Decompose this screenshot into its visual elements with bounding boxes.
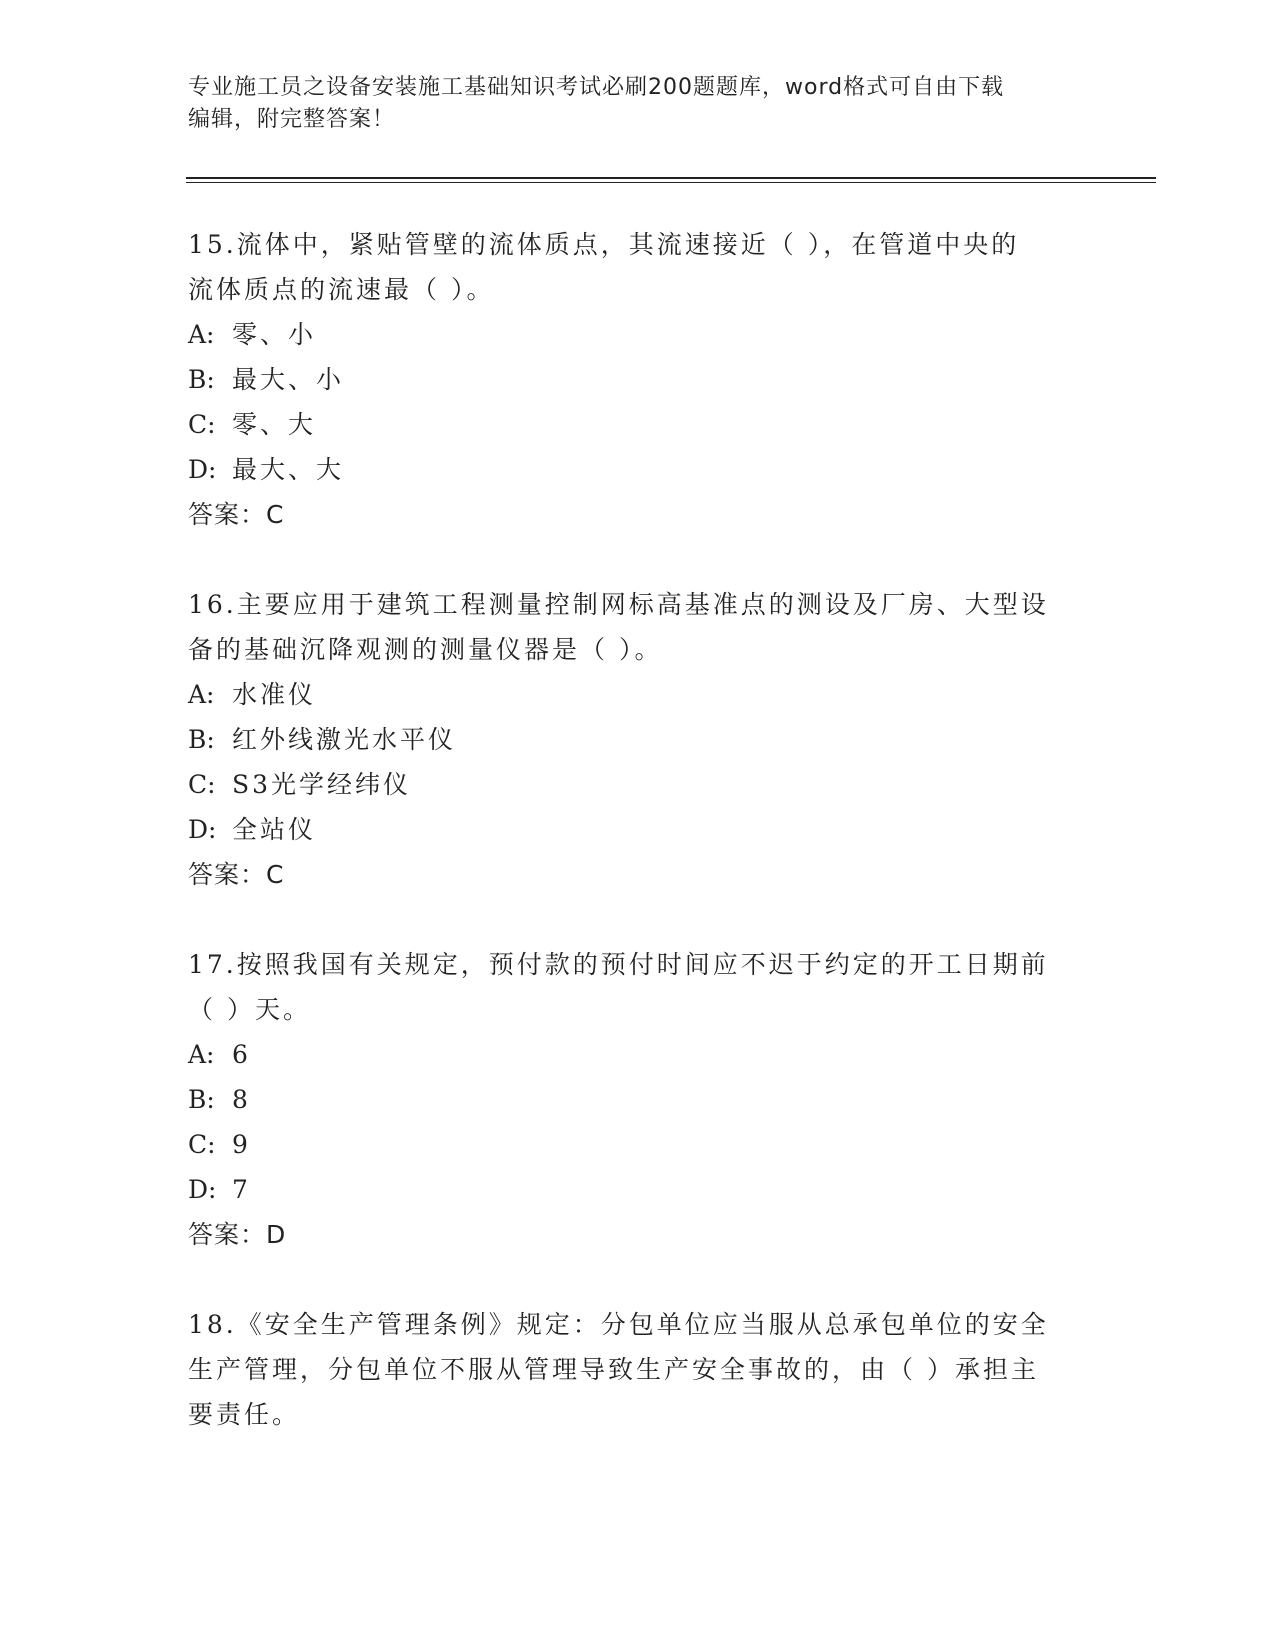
option-a [188,312,1068,357]
option-c [188,762,1068,807]
option-letter: B: [188,365,215,394]
question-stem-line: 要责任。 [188,1400,301,1429]
header-title-line-2: 编辑，附完整答案！ [188,107,396,132]
option-text: 最大、大 [232,455,345,484]
option-text: 8 [232,1085,251,1114]
header-title-line-1: 专业施工员之设备安装施工基础知识考试必刷200题题库，word格式可自由下载 [188,75,1005,100]
answer-line: 答案：D [188,1220,287,1249]
question-17 [188,942,1068,1257]
option-b [188,357,1068,402]
option-letter: C: [188,1130,216,1159]
question-stem-line: （ ）天。 [188,995,311,1024]
option-c [188,1122,1068,1167]
option-c [188,402,1068,447]
option-text: 9 [232,1130,251,1159]
option-text: 零、小 [232,320,317,349]
question-stem-line: 15.流体中，紧贴管壁的流体质点，其流速接近（ ），在管道中央的 [188,230,1020,259]
question-stem-line: 流体质点的流速最（ ）。 [188,275,495,304]
header-rule-thin [186,182,1156,183]
option-text: 7 [232,1175,251,1204]
header-rule-thick [186,177,1156,179]
question-stem-line: 17.按照我国有关规定，预付款的预付时间应不迟于约定的开工日期前 [188,950,1049,979]
option-text: 零、大 [232,410,317,439]
answer-line: 答案：C [188,500,285,529]
option-letter: A: [188,1040,215,1069]
option-letter: C: [188,770,216,799]
option-d [188,1167,1068,1212]
question-stem-line: 备的基础沉降观测的测量仪器是（ ）。 [188,635,663,664]
question-15 [188,222,1068,537]
option-letter: B: [188,725,215,754]
option-letter: D: [188,1175,217,1204]
option-letter: D: [188,455,217,484]
question-16 [188,582,1068,897]
option-a [188,672,1068,717]
option-b [188,1077,1068,1122]
option-b [188,717,1068,762]
option-d [188,447,1068,492]
question-stem-line: 18.《安全生产管理条例》规定：分包单位应当服从总承包单位的安全 [188,1310,1049,1339]
option-text: S3光学经纬仪 [232,770,412,799]
option-text: 水准仪 [232,680,317,709]
option-letter: C: [188,410,216,439]
option-letter: D: [188,815,217,844]
option-text: 6 [232,1040,251,1069]
answer-line: 答案：C [188,860,285,889]
option-text: 全站仪 [232,815,317,844]
option-letter: A: [188,680,215,709]
option-text: 最大、小 [232,365,345,394]
question-18 [188,1302,1068,1437]
option-a [188,1032,1068,1077]
question-stem-line: 生产管理，分包单位不服从管理导致生产安全事故的，由（ ）承担主 [188,1355,1039,1384]
option-letter: A: [188,320,215,349]
option-d [188,807,1068,852]
question-stem-line: 16.主要应用于建筑工程测量控制网标高基准点的测设及厂房、大型设 [188,590,1049,619]
document-header [188,72,1068,136]
option-letter: B: [188,1085,215,1114]
option-text: 红外线激光水平仪 [232,725,457,754]
